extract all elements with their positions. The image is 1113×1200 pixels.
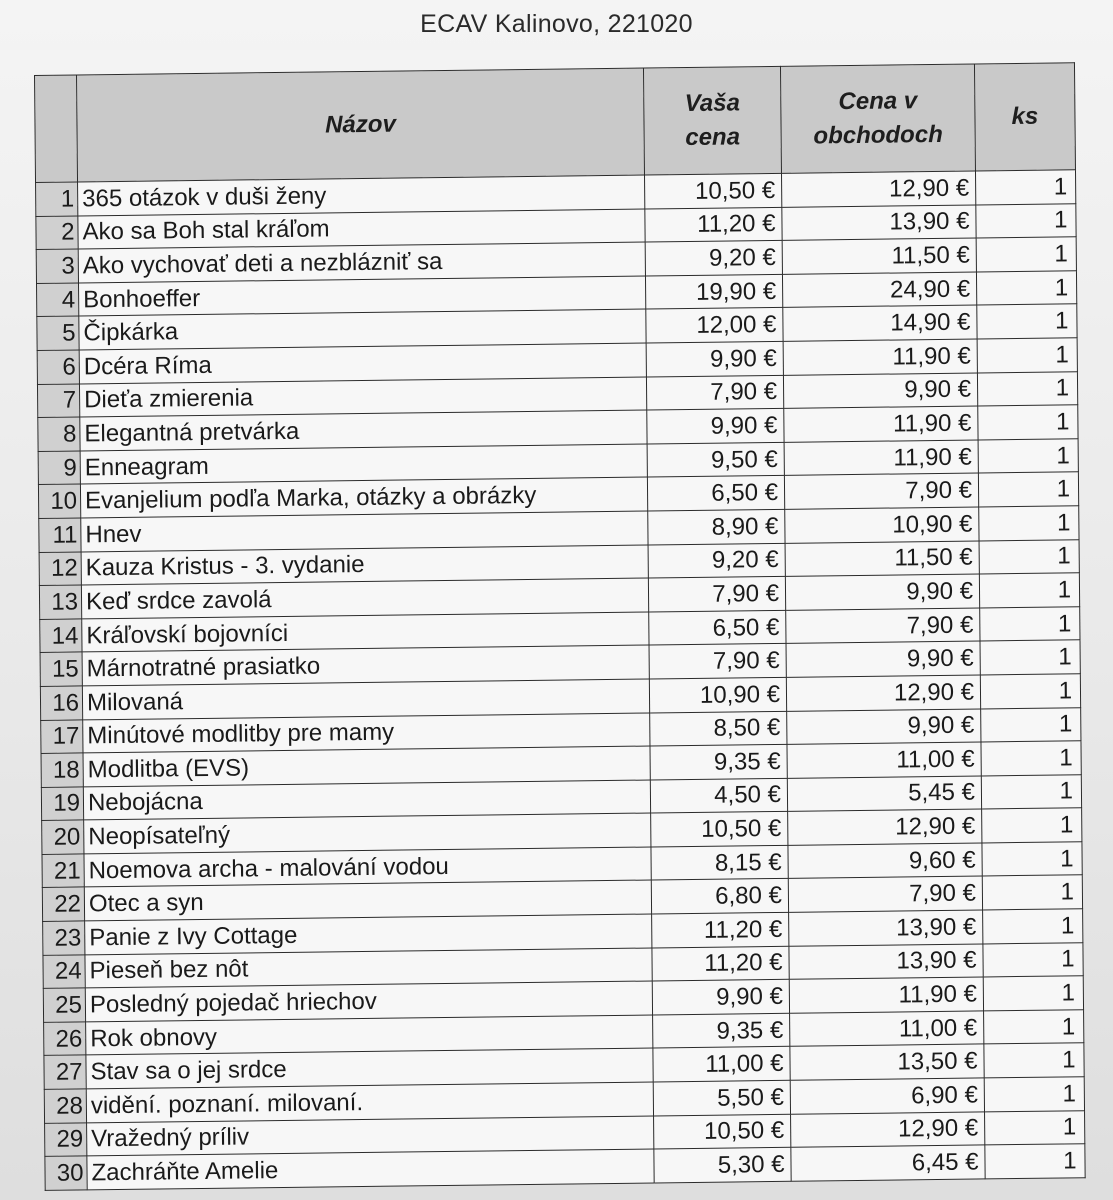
quantity: 1: [979, 506, 1079, 541]
store-price: 9,90 €: [787, 708, 981, 744]
book-title: Márnotratné prasiatko: [82, 645, 649, 686]
book-title: Stav sa o jej srdce: [86, 1048, 653, 1089]
your-price: 5,30 €: [654, 1148, 791, 1183]
book-title: Hnev: [81, 511, 648, 552]
header-your-price-label: Vaša cena: [684, 89, 741, 152]
your-price: 19,90 €: [645, 274, 782, 309]
your-price: 9,90 €: [652, 980, 789, 1015]
row-number: 6: [37, 350, 79, 384]
row-number: 24: [43, 955, 85, 989]
book-title: Otec a syn: [84, 880, 651, 921]
header-name: Názov: [77, 68, 645, 182]
row-number: 14: [40, 619, 82, 653]
store-price: 10,90 €: [785, 507, 979, 543]
book-title: Vražedný príliv: [87, 1116, 654, 1157]
store-price: 6,45 €: [791, 1145, 985, 1181]
row-number: 25: [43, 988, 85, 1022]
header-qty: ks: [974, 63, 1075, 171]
row-number: 5: [37, 316, 79, 350]
row-number: 28: [44, 1089, 86, 1123]
store-price: 5,45 €: [787, 776, 981, 812]
store-price: 9,90 €: [783, 373, 977, 409]
row-number: 16: [40, 686, 82, 720]
row-number: 12: [39, 551, 81, 585]
row-number: 29: [45, 1123, 87, 1157]
quantity: 1: [982, 875, 1082, 910]
quantity: 1: [981, 774, 1081, 809]
row-number: 1: [36, 182, 78, 216]
quantity: 1: [984, 1043, 1084, 1078]
book-title: Posledný pojedač hriechov: [85, 981, 652, 1022]
quantity: 1: [980, 606, 1080, 641]
row-number: 22: [42, 887, 84, 921]
quantity: 1: [982, 842, 1082, 877]
book-title: Keď srdce zavolá: [81, 578, 648, 619]
your-price: 11,20 €: [652, 912, 789, 947]
your-price: 8,50 €: [650, 711, 787, 746]
header-store-price-label: Cena v obchodoch: [813, 87, 943, 150]
quantity: 1: [976, 237, 1076, 272]
store-price: 12,90 €: [786, 675, 980, 711]
book-title: Noemova archa - malování vodou: [84, 847, 651, 888]
your-price: 6,50 €: [649, 610, 786, 645]
row-number: 19: [41, 787, 83, 821]
store-price: 14,90 €: [783, 305, 977, 341]
store-price: 11,90 €: [784, 440, 978, 476]
your-price: 7,90 €: [648, 576, 785, 611]
store-price: 13,50 €: [790, 1044, 984, 1080]
quantity: 1: [977, 304, 1077, 339]
store-price: 6,90 €: [790, 1078, 984, 1114]
store-price: 13,90 €: [782, 205, 976, 241]
row-number: 13: [39, 585, 81, 619]
store-price: 24,90 €: [782, 272, 976, 308]
book-title: Bonhoeffer: [78, 276, 645, 317]
quantity: 1: [975, 170, 1075, 205]
your-price: 8,15 €: [651, 845, 788, 880]
store-price: 11,90 €: [789, 977, 983, 1013]
your-price: 10,90 €: [649, 677, 786, 712]
book-title: Panie z Ivy Cottage: [85, 914, 652, 955]
your-price: 11,00 €: [653, 1047, 790, 1082]
book-title: Evanjelium podľa Marka, otázky a obrázky: [80, 477, 647, 518]
store-price: 11,50 €: [785, 541, 979, 577]
row-number: 7: [37, 384, 79, 418]
quantity: 1: [980, 674, 1080, 709]
book-title: Elegantná pretvárka: [80, 410, 647, 451]
store-price: 11,90 €: [783, 339, 977, 375]
store-price: 13,90 €: [789, 944, 983, 980]
your-price: 10,50 €: [645, 173, 782, 208]
quantity: 1: [978, 405, 1078, 440]
book-title: Čipkárka: [79, 309, 646, 350]
store-price: 12,90 €: [781, 171, 975, 207]
book-price-table: [34, 62, 1086, 1190]
your-price: 9,20 €: [645, 241, 782, 276]
header-your-price: [643, 66, 781, 175]
book-title: Nebojácna: [83, 780, 650, 821]
your-price: 9,35 €: [650, 744, 787, 779]
book-title: Modlitba (EVS): [83, 746, 650, 787]
row-number: 3: [36, 249, 78, 283]
table-header-row: [35, 63, 1076, 183]
book-title: Enneagram: [80, 444, 647, 485]
quantity: 1: [983, 976, 1083, 1011]
row-number: 21: [42, 854, 84, 888]
your-price: 9,90 €: [646, 341, 783, 376]
book-title: Zachráňte Amelie: [87, 1149, 654, 1190]
row-number: 11: [39, 518, 81, 552]
quantity: 1: [982, 808, 1082, 843]
store-price: 11,90 €: [784, 406, 978, 442]
store-price: 11,50 €: [782, 238, 976, 274]
store-price: 7,90 €: [788, 876, 982, 912]
your-price: 10,50 €: [654, 1114, 791, 1149]
row-number: 9: [38, 451, 80, 485]
quantity: 1: [983, 909, 1083, 944]
your-price: 7,90 €: [649, 644, 786, 679]
your-price: 9,90 €: [647, 409, 784, 444]
row-number: 4: [36, 283, 78, 317]
row-number: 20: [42, 820, 84, 854]
store-price: 11,00 €: [787, 742, 981, 778]
book-title: Dieťa zmierenia: [79, 377, 646, 418]
quantity: 1: [976, 271, 1076, 306]
your-price: 9,50 €: [647, 442, 784, 477]
your-price: 4,50 €: [650, 778, 787, 813]
your-price: 8,90 €: [648, 509, 785, 544]
row-number: 15: [40, 652, 82, 686]
store-price: 12,90 €: [791, 1112, 985, 1148]
quantity: 1: [980, 640, 1080, 675]
store-price: 12,90 €: [788, 809, 982, 845]
store-price: 9,90 €: [786, 641, 980, 677]
book-title: Rok obnovy: [86, 1015, 653, 1056]
quantity: 1: [978, 472, 1078, 507]
quantity: 1: [979, 539, 1079, 574]
quantity: 1: [981, 707, 1081, 742]
book-title: Pieseň bez nôt: [85, 948, 652, 989]
book-title: Kráľovskí bojovníci: [82, 612, 649, 653]
your-price: 5,50 €: [653, 1080, 790, 1115]
row-number: 26: [44, 1022, 86, 1056]
your-price: 9,35 €: [653, 1013, 790, 1048]
row-number: 30: [45, 1156, 87, 1190]
your-price: 6,80 €: [651, 879, 788, 914]
row-number: 8: [38, 417, 80, 451]
quantity: 1: [979, 573, 1079, 608]
store-price: 13,90 €: [789, 910, 983, 946]
quantity: 1: [977, 338, 1077, 373]
your-price: 7,90 €: [646, 375, 783, 410]
quantity: 1: [981, 741, 1081, 776]
header-store-price: [780, 64, 975, 173]
book-title: Neopísateľný: [84, 813, 651, 854]
book-title: 365 otázok v duši ženy: [78, 175, 645, 216]
quantity: 1: [983, 942, 1083, 977]
your-price: 11,20 €: [652, 946, 789, 981]
book-title: vidění. poznaní. milovaní.: [86, 1082, 653, 1123]
book-title: Ako sa Boh stal kráľom: [78, 209, 645, 250]
row-number: 27: [44, 1055, 86, 1089]
header-number: [35, 75, 78, 183]
row-number: 23: [43, 921, 85, 955]
your-price: 6,50 €: [647, 476, 784, 511]
row-number: 17: [41, 719, 83, 753]
store-price: 9,90 €: [785, 574, 979, 610]
row-number: 18: [41, 753, 83, 787]
store-price: 9,60 €: [788, 843, 982, 879]
your-price: 10,50 €: [651, 812, 788, 847]
quantity: 1: [978, 439, 1078, 474]
book-title: Ako vychovať deti a nezblázniť sa: [78, 242, 645, 283]
row-number: 2: [36, 216, 78, 250]
table-body: [36, 170, 1086, 1190]
store-price: 7,90 €: [786, 608, 980, 644]
book-title: Dcéra Ríma: [79, 343, 646, 384]
quantity: 1: [985, 1144, 1085, 1179]
store-price: 7,90 €: [784, 473, 978, 509]
document-title: ECAV Kalinovo, 221020: [420, 10, 693, 38]
book-title: Kauza Kristus - 3. vydanie: [81, 545, 648, 586]
quantity: 1: [984, 1077, 1084, 1112]
book-title: Milovaná: [82, 679, 649, 720]
your-price: 12,00 €: [646, 308, 783, 343]
quantity: 1: [984, 1010, 1084, 1045]
quantity: 1: [985, 1110, 1085, 1145]
your-price: 11,20 €: [645, 207, 782, 242]
quantity: 1: [976, 203, 1076, 238]
row-number: 10: [38, 484, 80, 518]
book-title: Minútové modlitby pre mamy: [83, 713, 650, 754]
quantity: 1: [977, 371, 1077, 406]
store-price: 11,00 €: [790, 1011, 984, 1047]
your-price: 9,20 €: [648, 543, 785, 578]
